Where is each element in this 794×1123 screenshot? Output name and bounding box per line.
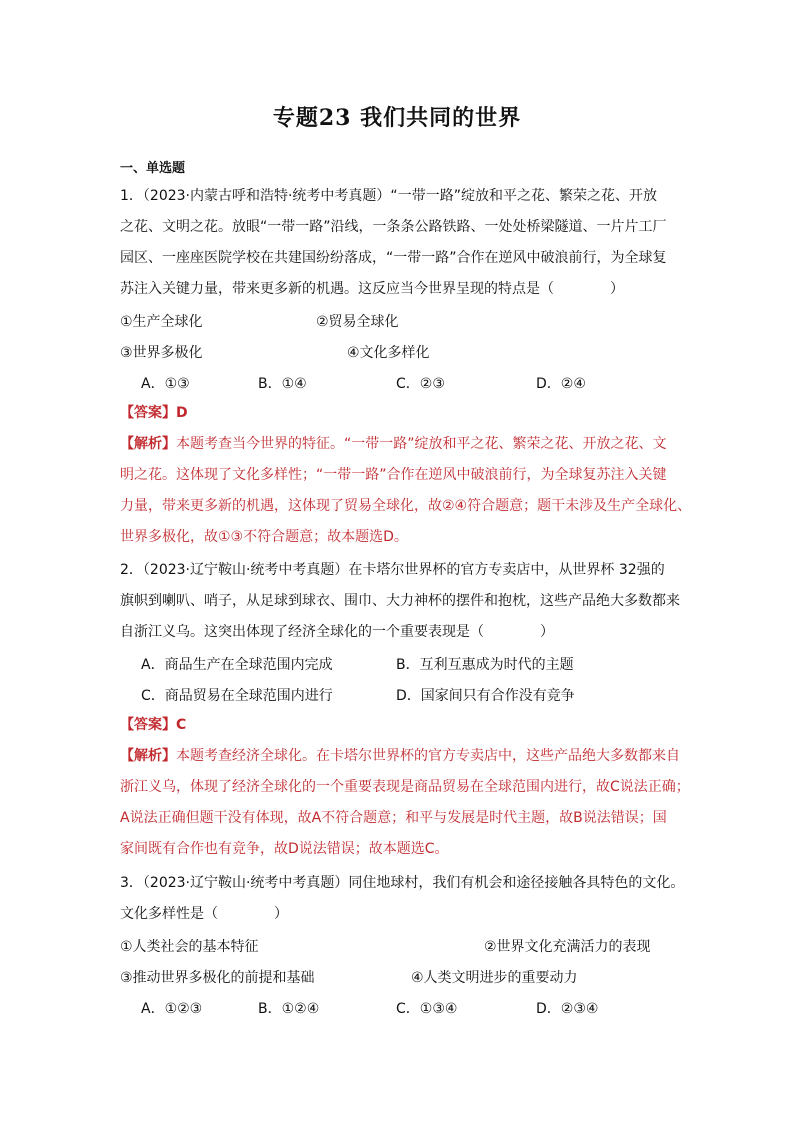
- q3-item: ③推动世界多极化的前提和基础: [120, 970, 315, 986]
- answer-label: 【答案】: [120, 717, 176, 733]
- q1-item: ④文化多样化: [347, 345, 430, 361]
- q1-choice-d: D．②④: [536, 376, 586, 392]
- q1-answer: [120, 404, 188, 422]
- q2-stem-line: 旗帜到喇叭、哨子，从足球到球衣、围巾、大力神杯的摆件和抱枕，这些产品绝大多数都来: [120, 593, 680, 609]
- q1-analysis-line: 世界多极化，故①③不符合题意；故本题选D。: [120, 529, 408, 545]
- q3-stem-line: 文化多样性是（ ）: [120, 906, 288, 922]
- q3-choice-d: D．②③④: [536, 1001, 599, 1017]
- q2-stem-line: 自浙江义乌。这突出体现了经济全球化的一个重要表现是（ ）: [120, 624, 554, 640]
- q3-item: ①人类社会的基本特征: [120, 939, 259, 955]
- q1-choice-a: A．①③: [141, 376, 190, 392]
- q2-choice-a: A．商品生产在全球范围内完成: [141, 657, 333, 673]
- q2-analysis-line: [120, 747, 680, 765]
- answer-label: 【答案】: [120, 405, 176, 421]
- q1-item: ③世界多极化: [120, 345, 203, 361]
- q1-choice-b: B．①④: [258, 376, 307, 392]
- q2-stem-line: 2．（2023·辽宁鞍山·统考中考真题）在卡塔尔世界杯的官方专卖店中，从世界杯 32强的: [120, 562, 665, 578]
- q1-item: ②贸易全球化: [316, 314, 399, 330]
- answer-value: D: [176, 405, 188, 421]
- page-title: 专题23 我们共同的世界: [272, 105, 522, 131]
- section-heading: 一、单选题: [120, 161, 186, 176]
- q2-analysis-line: 浙江义乌，体现了经济全球化的一个重要表现是商品贸易在全球范围内进行，故C说法正确；: [120, 779, 690, 795]
- analysis-text: 本题考查当今世界的特征。“一带一路”绽放和平之花、繁荣之花、开放之花、文: [176, 436, 667, 452]
- q3-choice-a: A．①②③: [141, 1001, 203, 1017]
- q2-choice-b: B．互利互惠成为时代的主题: [396, 657, 574, 673]
- q2-answer: [120, 716, 186, 734]
- q1-item: ①生产全球化: [120, 314, 203, 330]
- q3-item: ②世界文化充满活力的表现: [484, 939, 651, 955]
- q1-analysis-line: 明之花。这体现了文化多样性；“一带一路”合作在逆风中破浪前行，为全球复苏注入关键: [120, 467, 667, 483]
- q2-choice-c: C．商品贸易在全球范围内进行: [141, 688, 333, 704]
- q1-stem-line: 苏注入关键力量，带来更多新的机遇。这反应当今世界呈现的特点是（ ）: [120, 281, 624, 297]
- q3-choice-c: C．①③④: [396, 1001, 458, 1017]
- q3-choice-b: B．①②④: [258, 1001, 320, 1017]
- q2-analysis-line: 家间既有合作也有竞争，故D说法错误；故本题选C。: [120, 841, 449, 857]
- analysis-label: 【解析】: [120, 436, 176, 452]
- q1-stem-line: 之花、文明之花。放眼“一带一路”沿线，一条条公路铁路、一处处桥梁隧道、一片片工厂: [120, 219, 667, 235]
- analysis-label: 【解析】: [120, 748, 176, 764]
- q2-analysis-line: A说法正确但题干没有体现，故A不符合题意；和平与发展是时代主题，故B说法错误；国: [120, 810, 667, 826]
- q1-stem-line: 1．（2023·内蒙古呼和浩特·统考中考真题）“一带一路”绽放和平之花、繁荣之花、开放: [120, 188, 657, 204]
- q2-choice-d: D．国家间只有合作没有竞争: [396, 688, 575, 704]
- q1-analysis-line: [120, 435, 667, 453]
- q1-analysis-line: 力量，带来更多新的机遇，这体现了贸易全球化，故②④符合题意；题干未涉及生产全球化、: [120, 498, 692, 514]
- q1-choice-c: C．②③: [396, 376, 445, 392]
- q3-item: ④人类文明进步的重要动力: [411, 970, 578, 986]
- q3-stem-line: 3．（2023·辽宁鞍山·统考中考真题）同住地球村，我们有机会和途径接触各具特色的文化。: [120, 875, 685, 891]
- answer-value: C: [176, 717, 187, 733]
- q1-stem-line: 园区、一座座医院学校在共建国纷纷落成，“一带一路”合作在逆风中破浪前行，为全球复: [120, 250, 667, 266]
- analysis-text: 本题考查经济全球化。在卡塔尔世界杯的官方专卖店中，这些产品绝大多数都来自: [176, 748, 680, 764]
